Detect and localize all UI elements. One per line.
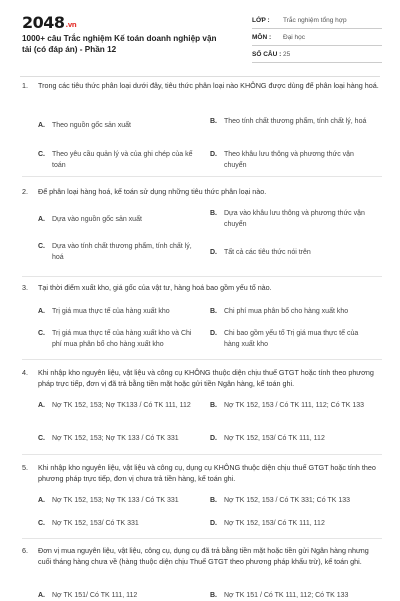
option-letter: B. bbox=[210, 308, 217, 315]
option-text: Theo khâu lưu thông và phương thức vận chuyển bbox=[224, 151, 354, 169]
option-text: Nợ TK 152, 153/ Có TK 331 bbox=[52, 520, 139, 527]
question-text: Khi nhập kho nguyên liệu, vật liệu và công cụ KHÔNG thuộc diện chịu thuế GTGT hoặc tính theo phương pháp trực tiếp, đơn vị đã trả bằng tiền mặt hoặc gửi tiền Ngân hàng, kế toán ghi. bbox=[38, 368, 374, 388]
option-text: Dựa vào tính chất thương phẩm, tính chất lý, hoá bbox=[52, 243, 192, 261]
meta-key: MÔN : bbox=[252, 33, 272, 41]
option-letter: D. bbox=[210, 249, 217, 256]
question-stem bbox=[22, 186, 382, 197]
option-text: Nợ TK 152, 153; Nợ TK 133 / Có TK 331 bbox=[52, 435, 179, 442]
option-text: Nợ TK 152, 153 / Có TK 111, 112; Có TK 133 bbox=[224, 402, 365, 409]
question-5 bbox=[22, 462, 382, 527]
question-6 bbox=[22, 545, 382, 599]
option-letter: B. bbox=[210, 592, 217, 599]
option-c[interactable] bbox=[38, 149, 210, 171]
header bbox=[0, 0, 400, 70]
question-text: Trong các tiêu thức phân loại dưới đây, tiêu thức phân loại nào KHÔNG được dùng để phân loại hàng hoá. bbox=[38, 81, 379, 90]
option-b[interactable] bbox=[210, 400, 382, 411]
option-b[interactable] bbox=[210, 495, 382, 506]
option-b[interactable] bbox=[210, 208, 382, 230]
question-2 bbox=[22, 186, 382, 261]
meta-row-count bbox=[252, 46, 382, 63]
option-letter: D. bbox=[210, 435, 217, 442]
option-d[interactable] bbox=[210, 518, 382, 529]
option-a[interactable] bbox=[38, 495, 210, 506]
option-text: Nợ TK 151/ Có TK 111, 112 bbox=[52, 592, 138, 599]
question-stem bbox=[22, 80, 382, 91]
site-logo[interactable] bbox=[22, 13, 76, 32]
page-title: 1000+ câu Trắc nghiệm Kế toán doanh nghiệp vận tải (có đáp án) - Phần 12 bbox=[22, 34, 217, 54]
option-letter: A. bbox=[38, 216, 45, 223]
option-letter: C. bbox=[38, 330, 45, 337]
option-c[interactable] bbox=[38, 328, 210, 350]
question-number: 6. bbox=[22, 546, 28, 555]
option-text: Tất cả các tiêu thức nói trên bbox=[224, 249, 311, 256]
option-a[interactable] bbox=[38, 306, 210, 317]
question-4 bbox=[22, 367, 382, 442]
meta-table bbox=[252, 12, 382, 63]
option-text: Trị giá mua thực tế của hàng xuất kho bbox=[52, 308, 170, 315]
meta-row-subject bbox=[252, 29, 382, 46]
option-d[interactable] bbox=[210, 328, 382, 350]
question-text: Để phân loại hàng hoá, kế toán sử dụng những tiêu thức phân loại nào. bbox=[38, 187, 267, 196]
option-a[interactable] bbox=[38, 400, 210, 411]
option-text: Theo yêu cầu quản lý và của ghi chép của kế toán bbox=[52, 151, 193, 169]
option-c[interactable] bbox=[38, 241, 210, 263]
logo-suffix: .vn bbox=[65, 21, 77, 29]
option-letter: C. bbox=[38, 243, 45, 250]
option-text: Nợ TK 151 / Có TK 111, 112; Có TK 133 bbox=[224, 592, 349, 599]
option-text: Nợ TK 152, 153 / Có TK 331; Có TK 133 bbox=[224, 497, 350, 504]
logo-text: 2048 bbox=[22, 13, 65, 32]
question-text: Khi nhập kho nguyên liệu, vật liệu và công cụ, dụng cụ KHÔNG thuộc diện chịu thuế GTGT hoặc tính theo phương pháp trực tiếp, đơn vị chưa trả tiền hàng, kế toán ghi. bbox=[38, 463, 376, 483]
option-text: Chi phí mua phân bổ cho hàng xuất kho bbox=[224, 308, 349, 315]
meta-value: Trắc nghiệm tổng hợp bbox=[283, 16, 347, 24]
question-stem bbox=[22, 367, 382, 389]
question-number: 5. bbox=[22, 463, 28, 472]
option-text: Theo tính chất thương phẩm, tính chất lý, hoá bbox=[224, 118, 367, 125]
option-letter: B. bbox=[210, 118, 217, 125]
option-b[interactable] bbox=[210, 590, 382, 601]
question-stem bbox=[22, 545, 382, 567]
option-letter: D. bbox=[210, 151, 217, 158]
option-text: Dựa vào nguồn gốc sản xuất bbox=[52, 216, 142, 223]
option-letter: D. bbox=[210, 330, 217, 337]
option-letter: A. bbox=[38, 592, 45, 599]
question-divider bbox=[22, 276, 382, 277]
option-c[interactable] bbox=[38, 433, 210, 444]
option-letter: C. bbox=[38, 151, 45, 158]
header-separator bbox=[20, 76, 380, 77]
meta-value: Đại học bbox=[283, 33, 306, 41]
question-number: 4. bbox=[22, 368, 28, 377]
question-divider bbox=[22, 359, 382, 360]
option-text: Chi bao gồm yếu tố Trị giá mua thực tế của hàng xuất kho bbox=[224, 330, 359, 348]
question-stem bbox=[22, 282, 382, 293]
question-number: 3. bbox=[22, 283, 28, 292]
question-1 bbox=[22, 80, 382, 169]
option-letter: C. bbox=[38, 520, 45, 527]
option-letter: B. bbox=[210, 402, 217, 409]
option-d[interactable] bbox=[210, 247, 382, 258]
option-letter: A. bbox=[38, 122, 45, 129]
option-text: Trị giá mua thực tế của hàng xuất kho và Chi phí mua phân bổ cho hàng xuất kho bbox=[52, 330, 192, 348]
option-text: Dựa vào khâu lưu thông và phương thức vận chuyển bbox=[224, 210, 365, 228]
option-letter: B. bbox=[210, 210, 217, 217]
option-text: Theo nguồn gốc sản xuất bbox=[52, 122, 132, 129]
option-a[interactable] bbox=[38, 590, 210, 601]
question-text: Tại thời điểm xuất kho, giá gốc của vật tư, hàng hoá bao gồm yếu tố nào. bbox=[38, 283, 272, 292]
question-number: 1. bbox=[22, 81, 28, 90]
option-letter: B. bbox=[210, 497, 217, 504]
question-stem bbox=[22, 462, 382, 484]
option-b[interactable] bbox=[210, 306, 382, 317]
option-a[interactable] bbox=[38, 214, 210, 225]
option-text: Nợ TK 152, 153; Nợ TK133 / Có TK 111, 112 bbox=[52, 402, 191, 409]
option-letter: A. bbox=[38, 402, 45, 409]
meta-row-class bbox=[252, 12, 382, 29]
meta-key: SỐ CÂU : bbox=[252, 50, 282, 58]
option-text: Nợ TK 152, 153/ Có TK 111, 112 bbox=[224, 435, 325, 442]
question-divider bbox=[22, 538, 382, 539]
option-text: Nợ TK 152, 153; Nợ TK 133 / Có TK 331 bbox=[52, 497, 179, 504]
option-letter: A. bbox=[38, 497, 45, 504]
meta-key: LỚP : bbox=[252, 16, 270, 24]
option-a[interactable] bbox=[38, 120, 210, 131]
option-text: Nợ TK 152, 153/ Có TK 111, 112 bbox=[224, 520, 325, 527]
option-letter: C. bbox=[38, 435, 45, 442]
question-divider bbox=[22, 454, 382, 455]
option-letter: D. bbox=[210, 520, 217, 527]
option-d[interactable] bbox=[210, 433, 382, 444]
question-number: 2. bbox=[22, 187, 28, 196]
meta-value: 25 bbox=[283, 50, 291, 58]
option-b[interactable] bbox=[210, 116, 382, 127]
option-letter: A. bbox=[38, 308, 45, 315]
question-3 bbox=[22, 282, 382, 348]
option-c[interactable] bbox=[38, 518, 210, 529]
question-text: Đơn vị mua nguyên liệu, vật liệu, công cụ, dụng cụ đã trả bằng tiền mặt hoặc tiền gửi Ngân hàng nhưng cuối tháng hàng chưa về (hàng thuộc diện chịu Thuế GTGT theo phương pháp khấu trừ), kế toán ghi. bbox=[38, 546, 369, 566]
question-divider bbox=[22, 176, 382, 177]
option-d[interactable] bbox=[210, 149, 382, 171]
